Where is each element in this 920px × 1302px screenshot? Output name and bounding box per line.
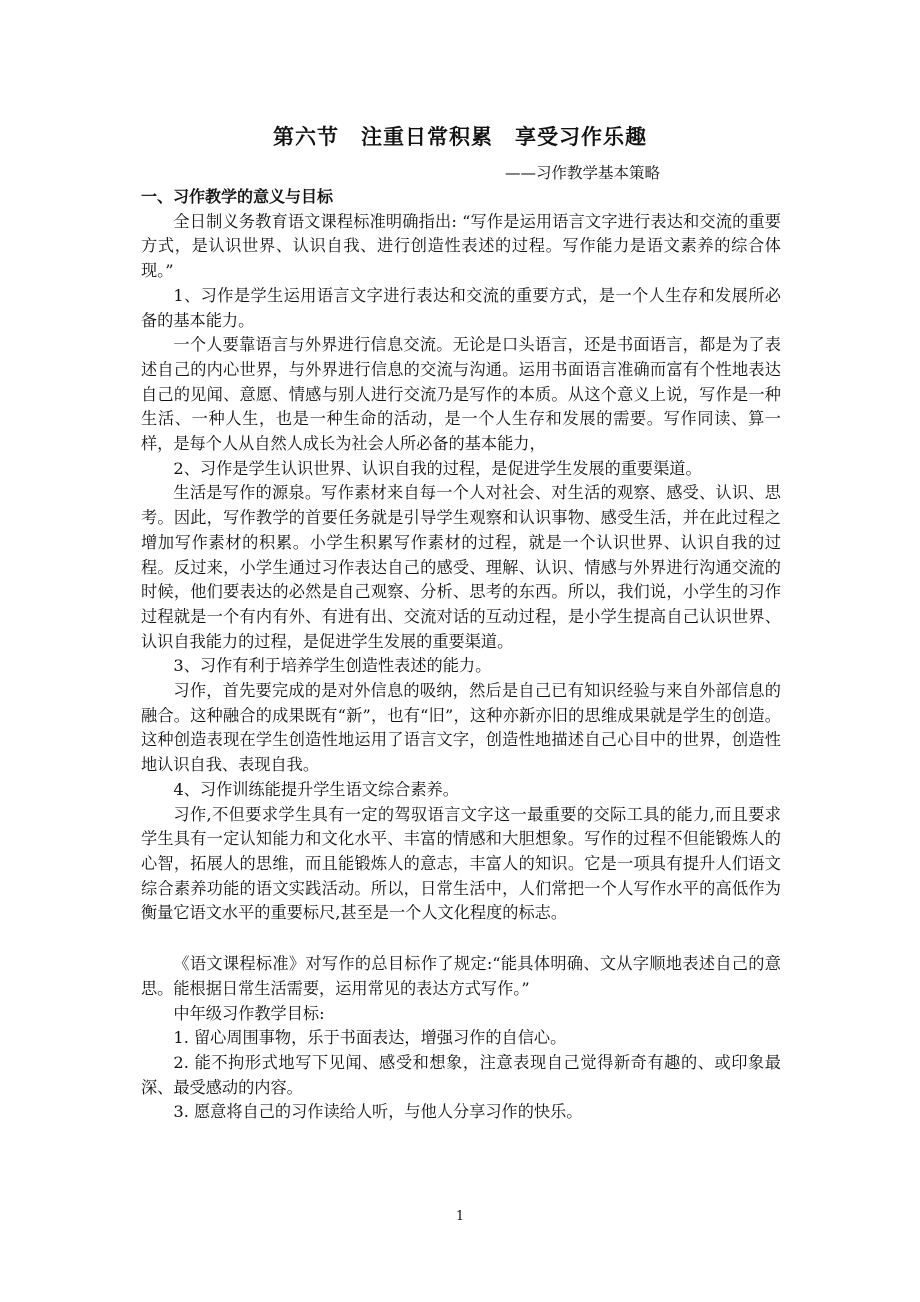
document-body	[141, 185, 781, 1125]
paragraph: 习作，首先要完成的是对外信息的吸纳，然后是自己已有知识经验与来自外部信息的融合。这种融合的成果既有“新”，也有“旧”，这种亦新亦旧的思维成果就是学生的创造。这种创造表现在学生创造性地运用了语言文字，创造性地描述自己心目中的世界，创造性地认识自我、表现自我。	[141, 681, 781, 775]
paragraph: 全日制义务教育语文课程标准明确指出: “写作是运用语言文字进行表达和交流的重要方式，是认识世界、认识自我、进行创造性表述的过程。写作能力是语文素养的综合体现。”	[141, 211, 781, 281]
paragraph: 生活是写作的源泉。写作素材来自每一个人对社会、对生活的观察、感受、认识、思考。因此，写作教学的首要任务就是引导学生观察和认识事物、感受生活，并在此过程之增加写作素材的积累。小学生积累写作素材的过程，就是一个认识世界、认识自我的过程。反过来，小学生通过习作表达自己的感受、理解、认识、情感与外界进行沟通交流的时候，他们要表达的必然是自己观察、分析、思考的东西。所以，我们说，小学生的习作过程就是一个有内有外、有进有出、交流对话的互动过程，是小学生提高自己认识世界、认识自我能力的过程，是促进学生发展的重要渠道。	[141, 483, 781, 651]
point-heading: 4、习作训练能提升学生语文综合素养。	[173, 779, 459, 799]
goals-heading: 中年级习作教学目标:	[173, 1003, 325, 1023]
point-heading: 3、习作有利于培养学生创造性表述的能力。	[173, 656, 492, 676]
section-heading: 一、习作教学的意义与目标	[141, 187, 334, 206]
page-number: 1	[455, 1209, 465, 1224]
paragraph: 一个人要靠语言与外界进行信息交流。无论是口头语言，还是书面语言，都是为了表述自己的内心世界，与外界进行信息的交流与沟通。运用书面语言准确而富有个性地表达自己的见闻、意愿、情感与别人进行交流乃是写作的本质。从这个意义上说，写作是一种生活、一种人生，也是一种生命的活动，是一个人生存和发展的需要。写作同读、算一样，是每个人从自然人成长为社会人所必备的基本能力，	[141, 335, 781, 454]
standard-paragraph: 《语文课程标准》对写作的总目标作了规定:“能具体明确、文从字顺地表述自己的意思。能根据日常生活需要，运用常见的表达方式写作。”	[141, 954, 781, 998]
page-subtitle: ——习作教学基本策略	[505, 164, 661, 182]
goal-item: 2. 能不拘形式地写下见闻、感受和想象，注意表现自己觉得新奇有趣的、或印象最深、最受感动的内容。	[141, 1052, 781, 1097]
goal-item: 3. 愿意将自己的习作读给人听，与他人分享习作的快乐。	[173, 1102, 583, 1122]
point-heading: 2、习作是学生认识世界、认识自我的过程，是促进学生发展的重要渠道。	[173, 458, 702, 478]
point-heading: 1、习作是学生运用语言文字进行表达和交流的重要方式，是一个人生存和发展所必备的基本能力。	[141, 285, 781, 330]
goal-item: 1. 留心周围事物，乐于书面表达，增强习作的自信心。	[173, 1028, 567, 1048]
paragraph-gap	[141, 926, 781, 952]
page-title: 第六节 注重日常积累 享受习作乐趣	[273, 125, 647, 149]
paragraph: 习作,不但要求学生具有一定的驾驭语言文字这一最重要的交际工具的能力,而且要求学生具有一定认知能力和文化水平、丰富的情感和大胆想象。写作的过程不但能锻炼人的心智，拓展人的思维，而且能锻炼人的意志，丰富人的知识。它是一项具有提升人们语文综合素养功能的语文实践活动。所以，日常生活中，人们常把一个人写作水平的高低作为衡量它语文水平的重要标尺,甚至是一个人文化程度的标志。	[141, 804, 781, 923]
